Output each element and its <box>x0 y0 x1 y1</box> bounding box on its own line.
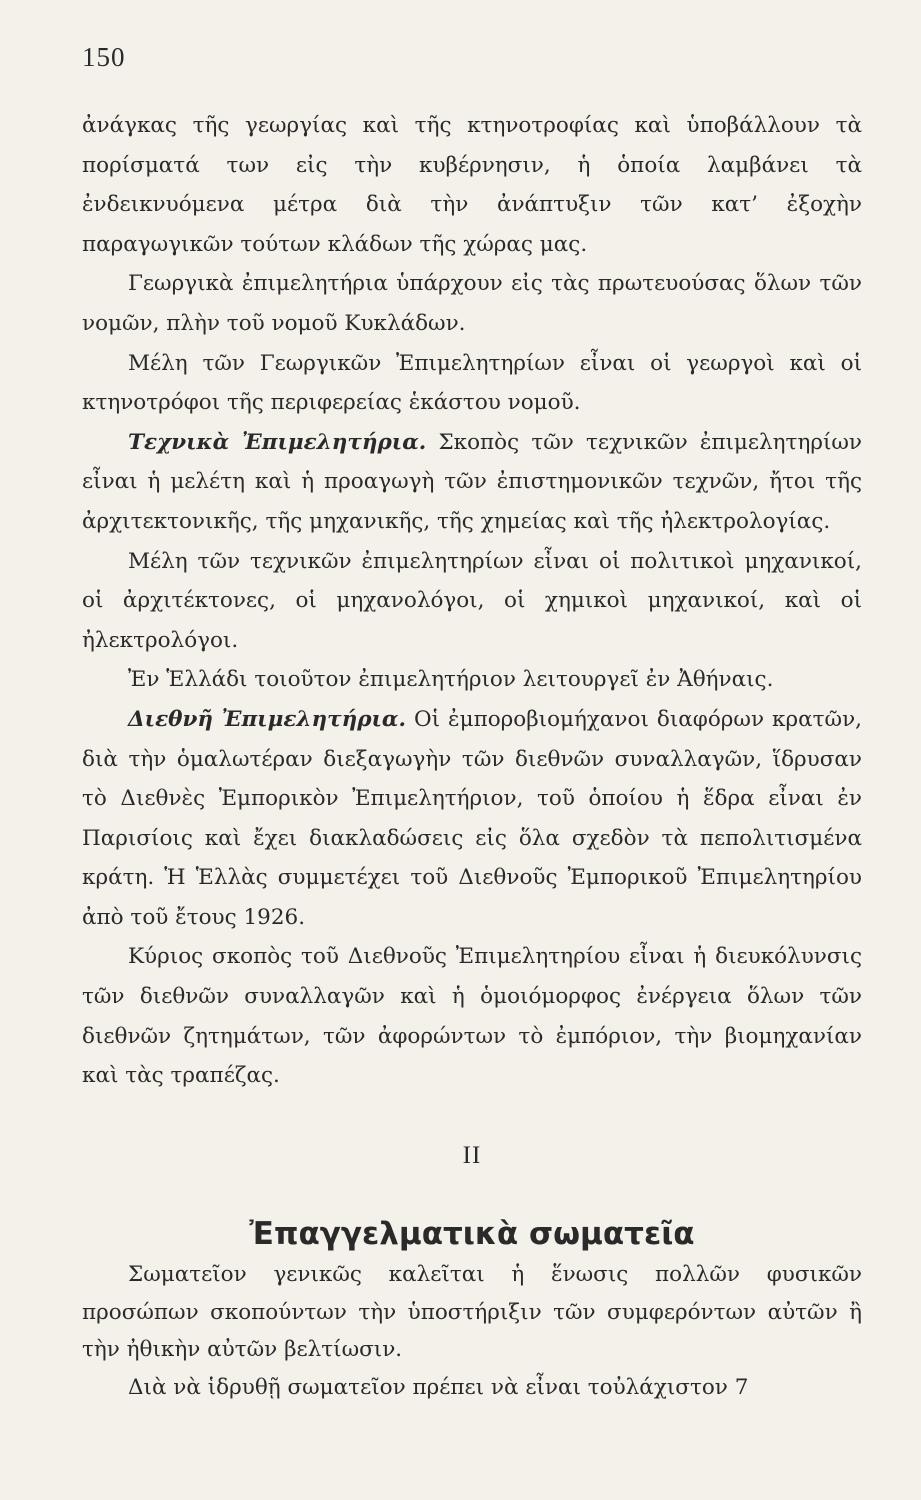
page-number: 150 <box>82 42 126 72</box>
paragraph-agricultural-members: Μέλη τῶν Γεωργικῶν Ἐπιμελητηρίων εἶναι οἱ γεωργοὶ καὶ οἱ κτηνοτρόφοι τῆς περιφερείας ἑκάστου νομοῦ. <box>82 350 862 416</box>
paragraph-international-purpose: Κύριος σκοπὸς τοῦ Διεθνοῦς Ἐπιμελητηρίου εἶναι ἡ διευκόλυνσις τῶν διεθνῶν συναλλαγῶν καὶ ἡ ὁμοιόμορφος ἐνέργεια ὅλων τῶν διεθνῶν ζητημάτων, τῶν ἀφορώντων τὸ ἐμπόριον, τὴν βιομηχανίαν καὶ τὰς τραπέζας. <box>82 944 862 1089</box>
paragraph-technical-chambers <box>82 423 862 542</box>
paragraph-association-founding: Διὰ νὰ ἱδρυθῇ σωματεῖον πρέπει νὰ εἶναι τοὐλάχιστον 7 <box>128 1374 749 1400</box>
international-chambers-text: Οἱ ἐμποροβιομήχανοι διαφόρων κρατῶν, διὰ τὴν ὁμαλωτέραν διεξαγωγὴν τῶν διεθνῶν συναλλαγῶν, ἵδρυσαν τὸ Διεθνὲς Ἐμπορικὸν Ἐπιμελητήριον, τοῦ ὁποίου ἡ ἕδρα εἶναι ἐν Παρισίοις καὶ ἔχει διακλαδώσεις εἰς ὅλα σχεδὸν τὰ πεπολιτισμένα κράτη. Ἡ Ἑλλὰς συμμετέχει τοῦ Διεθνοῦς Ἐμπορικοῦ Ἐπιμελητηρίου ἀπὸ τοῦ ἔτους 1926. <box>82 706 862 930</box>
international-chambers-heading: Διεθνῆ Ἐπιμελητήρια. <box>128 706 406 732</box>
chambers-text <box>82 106 862 1096</box>
associations-text <box>82 1256 862 1406</box>
section-numeral: II <box>462 1142 482 1169</box>
paragraph-agriculture-continuation: ἀνάγκας τῆς γεωργίας καὶ τῆς κτηνοτροφίας καὶ ὑποβάλλουν τὰ πορίσματά των εἰς τὴν κυβέρνησιν, ἡ ὁποία λαμβάνει τὰ ἐνδεικνυόμενα μέτρα διὰ τὴν ἀνάπτυξιν τῶν κατ’ ἐξοχὴν παραγωγικῶν τούτων κλάδων τῆς χώρας μας. <box>82 113 862 257</box>
paragraph-association-definition: Σωματεῖον γενικῶς καλεῖται ἡ ἕνωσις πολλῶν φυσικῶν προσώπων σκοπούντων τὴν ὑποστήριξιν τῶν συμφερόντων αὐτῶν ἢ τὴν ἠθικὴν αὐτῶν βελτίωσιν. <box>82 1262 862 1362</box>
paragraph-international-chambers <box>82 700 862 938</box>
paragraph-agricultural-chambers: Γεωργικὰ ἐπιμελητήρια ὑπάρχουν εἰς τὰς πρωτευούσας ὅλων τῶν νομῶν, πλὴν τοῦ νομοῦ Κυκλάδων. <box>82 271 862 336</box>
section-header <box>82 1136 862 1258</box>
paragraph-technical-members: Μέλη τῶν τεχνικῶν ἐπιμελητηρίων εἶναι οἱ πολιτικοὶ μηχανικοί, οἱ ἀρχιτέκτονες, οἱ μηχανολόγοι, οἱ χημικοὶ μηχανικοί, καὶ οἱ ἠλεκτρολόγοι. <box>82 548 862 653</box>
section-title: Ἐπαγγελματικὰ σωματεῖα <box>249 1216 695 1252</box>
paragraph-technical-greece: Ἐν Ἑλλάδι τοιοῦτον ἐπιμελητήριον λειτουργεῖ ἐν Ἀθήναις. <box>128 667 774 693</box>
technical-chambers-heading: Τεχνικὰ Ἐπιμελητήρια. <box>128 429 427 455</box>
technical-chambers-text: Σκοπὸς τῶν τεχνικῶν ἐπιμελητηρίων εἶναι ἡ μελέτη καὶ ἡ προαγωγὴ τῶν ἐπιστημονικῶν τεχνῶν, ἤτοι τῆς ἀρχιτεκτονικῆς, τῆς μηχανικῆς, τῆς χημείας καὶ τῆς ἠλεκτρολογίας. <box>82 429 862 534</box>
